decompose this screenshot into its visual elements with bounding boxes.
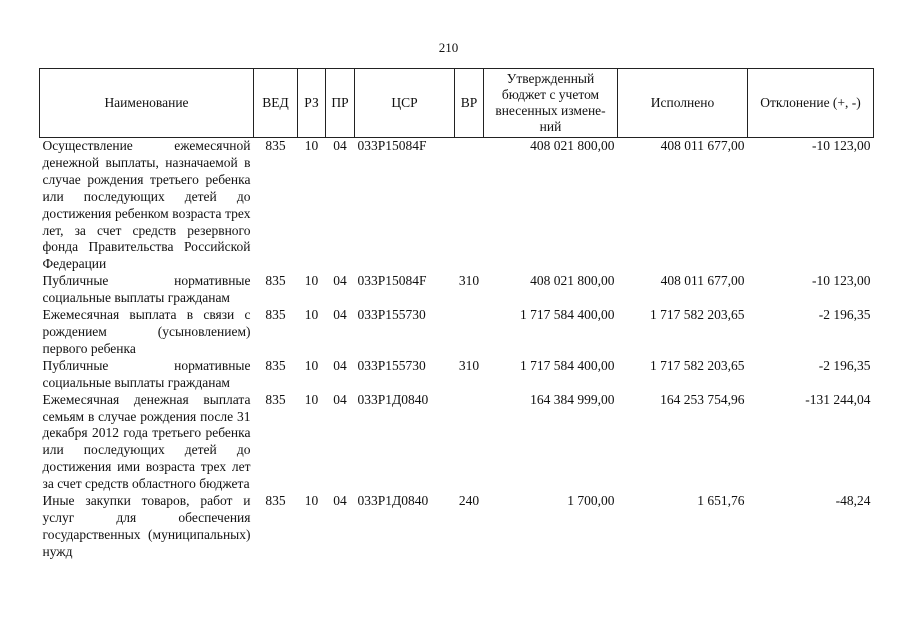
row-rz: 10 bbox=[304, 138, 319, 153]
row-name: Публичные нормативные социальные выплаты гражданам bbox=[42, 357, 251, 390]
row-ved: 835 bbox=[265, 138, 286, 153]
row-executed: 1 651,76 bbox=[697, 493, 745, 509]
header-csr: ЦСР bbox=[355, 69, 455, 138]
row-csr: 033P1Д0840 bbox=[357, 391, 429, 407]
row-deviation: -48,24 bbox=[835, 493, 871, 509]
row-pr: 04 bbox=[333, 357, 347, 373]
header-vr: ВР bbox=[455, 69, 484, 138]
row-approved: 1 700,00 bbox=[567, 493, 615, 509]
row-csr: 033P15084F bbox=[357, 138, 427, 153]
row-vr: 240 bbox=[458, 493, 480, 509]
row-rz: 10 bbox=[304, 493, 319, 509]
header-name: Наименование bbox=[40, 69, 254, 138]
row-csr: 033P15084F bbox=[357, 273, 427, 289]
table-header-row bbox=[40, 69, 874, 138]
row-deviation: -2 196,35 bbox=[818, 357, 871, 373]
row-vr: 310 bbox=[458, 357, 480, 373]
row-ved: 835 bbox=[265, 307, 286, 323]
table-row bbox=[40, 493, 874, 561]
header-approved: Утвержденный бюджет с учетом внесенных измене-ний bbox=[484, 69, 618, 138]
row-approved: 408 021 800,00 bbox=[530, 138, 615, 153]
row-approved: 1 717 584 400,00 bbox=[520, 307, 615, 323]
row-deviation: -10 123,00 bbox=[812, 138, 871, 153]
row-pr: 04 bbox=[333, 307, 347, 323]
row-deviation: -131 244,04 bbox=[805, 391, 871, 407]
row-rz: 10 bbox=[304, 307, 319, 323]
row-ved: 835 bbox=[265, 391, 286, 407]
row-deviation: -2 196,35 bbox=[818, 307, 871, 323]
row-csr: 033P155730 bbox=[357, 357, 426, 373]
row-executed: 408 011 677,00 bbox=[660, 273, 745, 289]
row-pr: 04 bbox=[333, 493, 347, 509]
header-pr: ПР bbox=[326, 69, 355, 138]
row-approved: 164 384 999,00 bbox=[530, 391, 615, 407]
row-csr: 033P1Д0840 bbox=[357, 493, 429, 509]
header-ved: ВЕД bbox=[254, 69, 298, 138]
row-executed: 164 253 754,96 bbox=[660, 391, 745, 407]
table-row bbox=[40, 392, 874, 493]
row-rz: 10 bbox=[304, 391, 319, 407]
header-deviation: Отклонение (+, -) bbox=[748, 69, 874, 138]
row-vr bbox=[455, 392, 484, 493]
row-approved: 1 717 584 400,00 bbox=[520, 357, 615, 373]
table-row bbox=[40, 138, 874, 274]
row-name: Иные закупки товаров, работ и услуг для обеспечения государственных (муниципальных) нужд bbox=[42, 493, 251, 559]
budget-table bbox=[39, 68, 874, 561]
row-name: Ежемесячная выплата в связи с рождением (усыновлением) первого ребенка bbox=[42, 307, 251, 356]
row-vr bbox=[455, 138, 484, 274]
row-executed: 408 011 677,00 bbox=[660, 138, 745, 153]
row-rz: 10 bbox=[304, 357, 319, 373]
row-csr: 033P155730 bbox=[357, 307, 426, 323]
row-pr: 04 bbox=[333, 138, 347, 153]
header-executed: Исполнено bbox=[618, 69, 748, 138]
header-rz: РЗ bbox=[298, 69, 326, 138]
row-pr: 04 bbox=[333, 273, 347, 289]
row-executed: 1 717 582 203,65 bbox=[650, 357, 745, 373]
row-ved: 835 bbox=[265, 273, 286, 289]
page-number: 210 bbox=[438, 40, 459, 55]
table-row bbox=[40, 273, 874, 307]
table-row bbox=[40, 307, 874, 358]
row-name: Осуществление ежемесячной денежной выплаты, назначаемой в случае рождения третьего ребенка или последующих детей до достижения ребенком возраста трех лет, за счет средств резервного фонда Правительства Российской Федерации bbox=[42, 138, 251, 272]
row-vr bbox=[455, 307, 484, 358]
row-ved: 835 bbox=[265, 493, 286, 509]
row-executed: 1 717 582 203,65 bbox=[650, 307, 745, 323]
row-approved: 408 021 800,00 bbox=[530, 273, 615, 289]
row-ved: 835 bbox=[265, 357, 286, 373]
row-vr: 310 bbox=[458, 273, 480, 289]
table-row bbox=[40, 358, 874, 392]
row-deviation: -10 123,00 bbox=[812, 273, 871, 289]
row-name: Ежемесячная денежная выплата семьям в случае рождения после 31 декабря 2012 года третьего ребенка или последующих детей до достижения ими возраста трех лет за счет средств областного бюджета bbox=[42, 391, 251, 492]
row-name: Публичные нормативные социальные выплаты гражданам bbox=[42, 273, 251, 306]
row-pr: 04 bbox=[333, 391, 347, 407]
row-rz: 10 bbox=[304, 273, 319, 289]
